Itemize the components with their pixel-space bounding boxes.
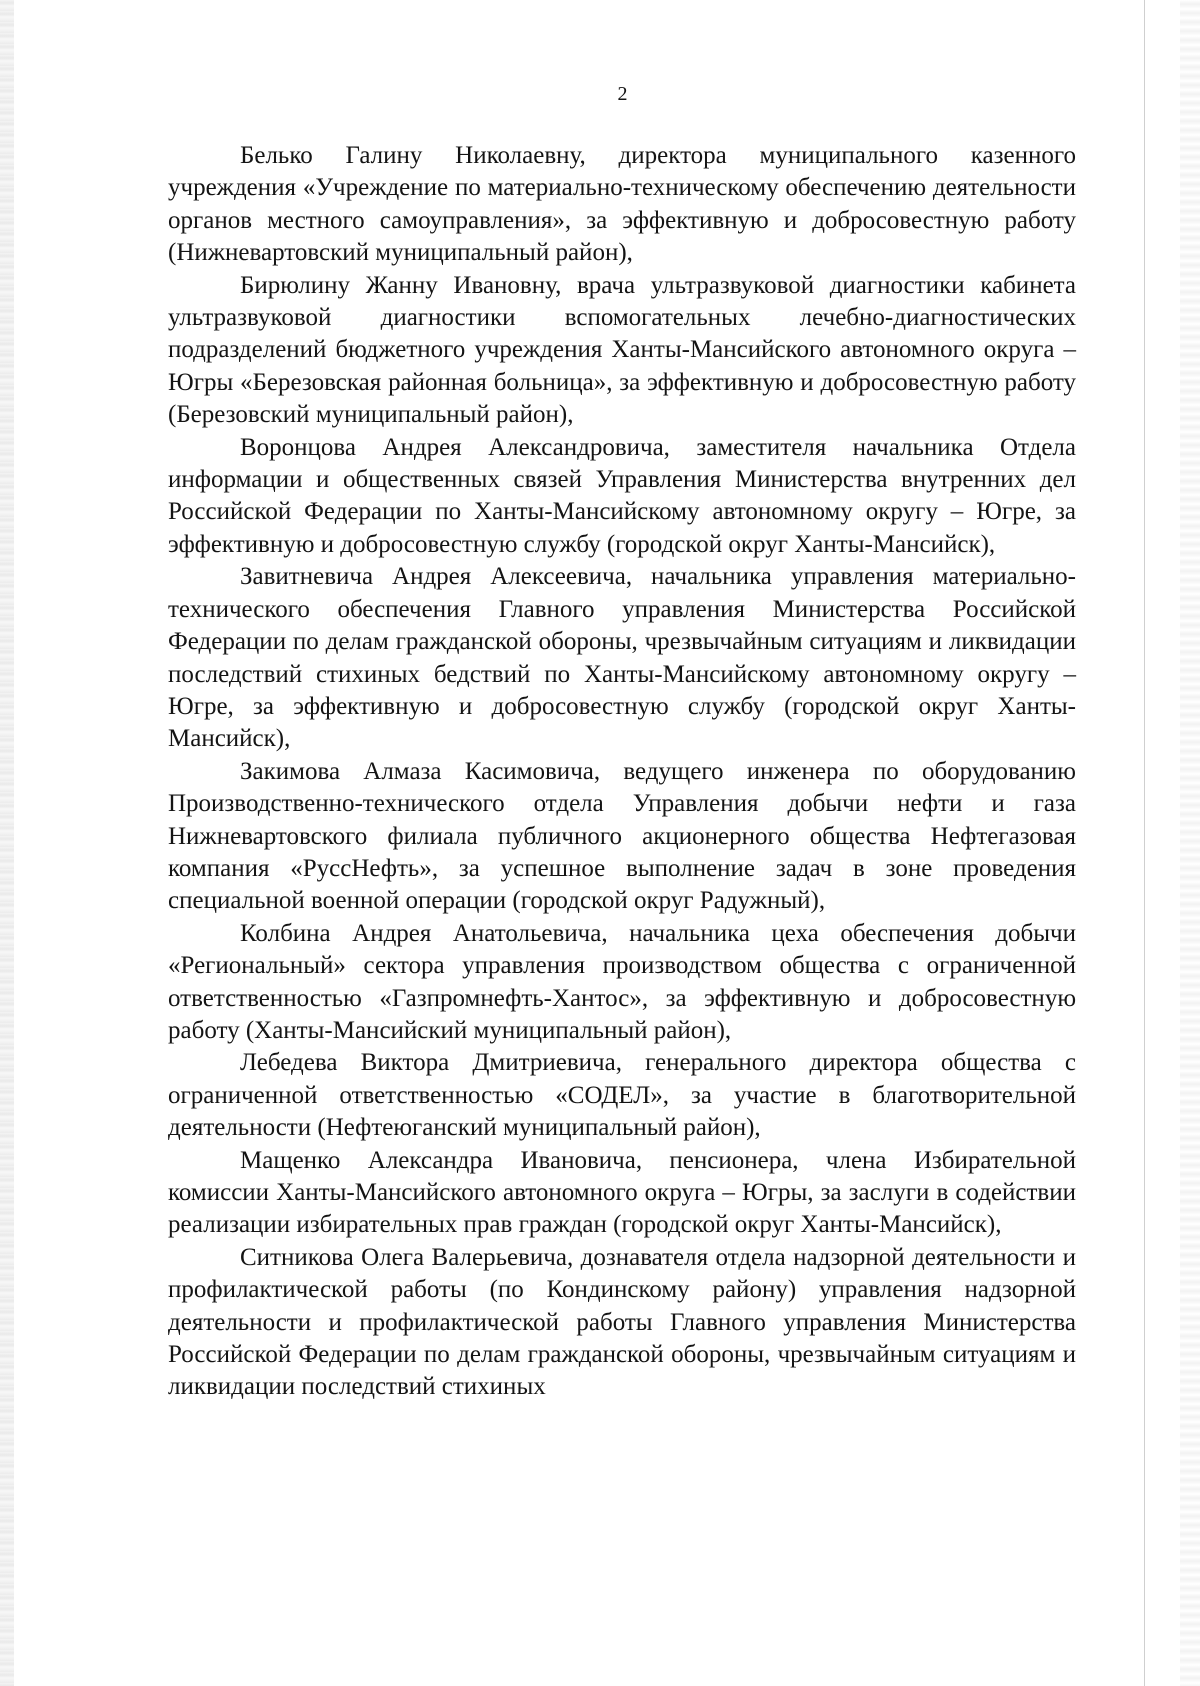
award-entry-belko: Белько Галину Николаевну, директора муниципального казенного учреждения «Учреждение по материально-техническому обеспечению деятельности органов местного самоуправления», за эффективную и добросовестную работу (Нижневартовский муниципальный район), (168, 142, 1076, 267)
award-entry-zakimov: Закимова Алмаза Касимовича, ведущего инженера по оборудованию Производственно-технического отдела Управления добычи нефти и газа Нижневартовского филиала публичного акционерного общества Нефтегазовая компания «РуссНефть», за успешное выполнение задач в зоне проведения специальной военной операции (городской округ Радужный), (168, 757, 1076, 915)
document-body (168, 140, 1076, 1404)
award-entry-vorontsov: Воронцова Андрея Александровича, заместителя начальника Отдела информации и общественных связей Управления Министерства внутренних дел Российской Федерации по Ханты-Мансийскому автономному округу – Югре, за эффективную и добросовестную службу (городской округ Ханты-Мансийск), (168, 433, 1076, 558)
award-entry-sitnikov: Ситникова Олега Валерьевича, дознавателя отдела надзорной деятельности и профилактической работы (по Кондинскому району) управления надзорной деятельности и профилактической работы Главного управления Министерства Российской Федерации по делам гражданской обороны, чрезвычайным ситуациям и ликвидации последствий стихиных (168, 1243, 1076, 1401)
scan-edge-right (1180, 0, 1200, 1686)
scan-edge-line (1144, 0, 1145, 1686)
award-entry-kolbin: Колбина Андрея Анатольевича, начальника цеха обеспечения добычи «Региональный» сектора управления производством общества с ограниченной ответственностью «Газпромнефть-Хантос», за эффективную и добросовестную работу (Ханты-Мансийский муниципальный район), (168, 919, 1076, 1044)
award-entry-biryulina: Бирюлину Жанну Ивановну, врача ультразвуковой диагностики кабинета ультразвуковой диагностики вспомогательных лечебно-диагностических подразделений бюджетного учреждения Ханты-Мансийского автономного округа – Югры «Березовская районная больница», за эффективную и добросовестную работу (Березовский муниципальный район), (168, 271, 1076, 429)
page-number: 2 (617, 83, 628, 105)
award-entry-lebedev: Лебедева Виктора Дмитриевича, генерального директора общества с ограниченной ответственностью «СОДЕЛ», за участие в благотворительной деятельности (Нефтеюганский муниципальный район), (168, 1049, 1076, 1142)
scan-edge-left (0, 0, 14, 1686)
award-entry-zavitnevich: Завитневича Андрея Алексеевича, начальника управления материально-технического обеспечения Главного управления Министерства Российской Федерации по делам гражданской обороны, чрезвычайным ситуациям и ликвидации последствий стихиных бедствий по Ханты-Мансийскому автономному округу – Югре, за эффективную и добросовестную службу (городской округ Ханты-Мансийск), (168, 563, 1076, 753)
award-entry-mashchenko: Мащенко Александра Ивановича, пенсионера, члена Избирательной комиссии Ханты-Мансийского автономного округа – Югры, за заслуги в содействии реализации избирательных прав граждан (городской округ Ханты-Мансийск), (168, 1146, 1076, 1239)
